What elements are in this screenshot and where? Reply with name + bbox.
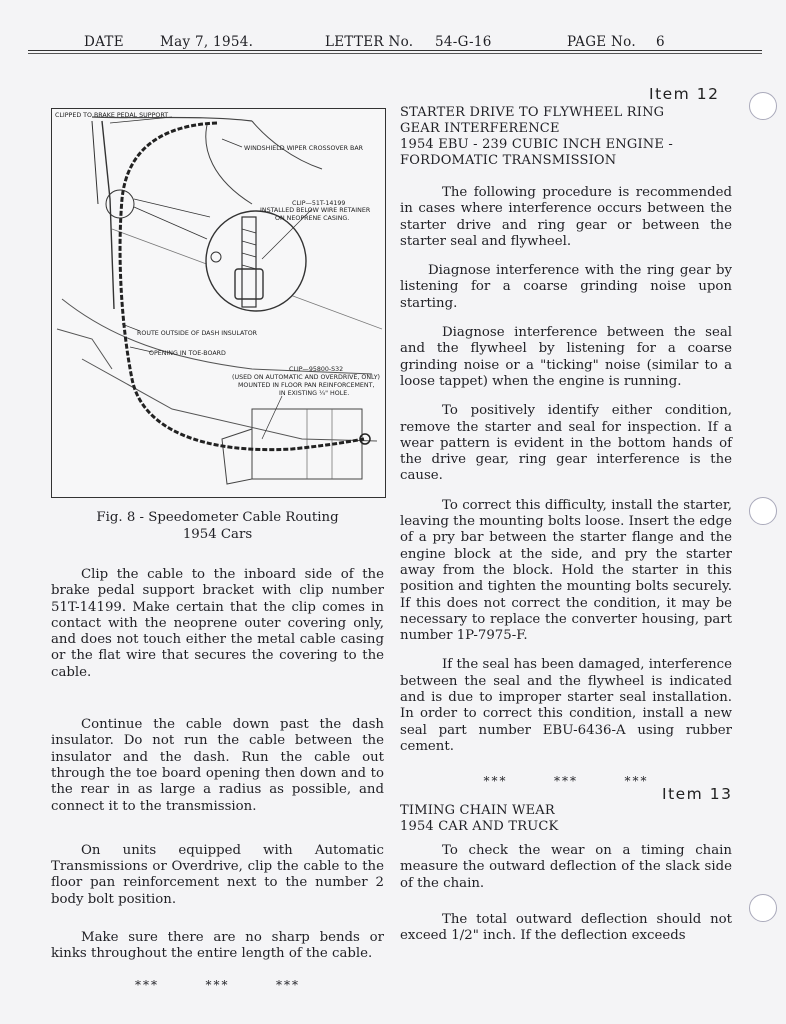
left-paragraph: On units equipped with Automatic Transmissions or Overdrive, clip the cable to the floor pan reinforcement next to the number 2 body bolt position. [51,842,384,907]
figure-caption-line2: 1954 Cars [182,526,253,542]
section-separator: *** *** *** [134,977,301,992]
page-label: PAGE No. [567,34,636,50]
page-value: 6 [656,34,665,50]
item-13-title-line: 1954 CAR AND TRUCK [400,819,559,834]
item-12-label: Item 12 [649,85,720,103]
left-paragraph: Continue the cable down past the dash insulator. Do not run the cable between the insulator and the dash. Run the cable out through the toe board opening then down and to the rear in as large a radius as possible, and connect it to the transmission. [51,717,384,814]
label-clip1-part: CLIP—51T-14199 [292,200,346,207]
page-header [28,30,762,54]
label-brake-support: CLIPPED TO BRAKE PEDAL SUPPORT [55,112,169,119]
letter-label: LETTER No. [325,34,414,50]
item-12-title-line: 1954 EBU - 239 CUBIC INCH ENGINE - [400,137,673,152]
label-clip2-line2: MOUNTED IN FLOOR PAN REINFORCEMENT, [238,382,375,389]
header-rule-double [28,53,762,54]
item-13-paragraph: The total outward deflection should not exceed 1/2" inch. If the deflection exceeds [400,911,732,944]
label-clip1-line1: INSTALLED BELOW WIRE RETAINER [260,207,371,214]
item-12-paragraph: The following procedure is recommended in cases where interference occurs between the starter drive and ring gear or between the starter seal and flywheel. [400,185,732,249]
figure-caption-line1: Fig. 8 - Speedometer Cable Routing [96,510,339,525]
item-12-title-line: FORDOMATIC TRANSMISSION [400,153,617,168]
right-column-item-12 [400,105,732,790]
left-column [51,510,384,993]
item-13-paragraph: To check the wear on a timing chain measure the outward deflection of the slack side of the chain. [400,843,732,891]
item-12-title-line: GEAR INTERFERENCE [400,121,560,136]
date-label: DATE [84,34,124,50]
letter-value: 54-G-16 [435,34,492,50]
label-clip1-line2: ON NEOPRENE CASING. [275,215,350,222]
punch-hole-middle [749,497,777,525]
section-separator: *** *** *** [483,774,649,789]
item-12-title [400,105,732,169]
cable-routing-diagram [52,109,385,497]
date-value: May 7, 1954. [160,34,254,50]
speedometer-cable-figure [51,108,386,498]
punch-hole-bottom [749,894,777,922]
item-13-title-line: TIMING CHAIN WEAR [400,803,555,818]
item-13-title [400,803,732,835]
right-column-item-13 [400,803,732,944]
item-12-title-line: STARTER DRIVE TO FLYWHEEL RING [400,105,665,120]
label-opening-toe: OPENING IN TOE-BOARD [149,350,226,357]
left-paragraph: Clip the cable to the inboard side of the brake pedal support bracket with clip number 51T-14199. Make certain that the clip comes in contact with the neoprene outer covering only, and does not touch either the metal cable casing or the flat wire that secures the covering to the cable. [51,567,384,680]
item-12-paragraph: Diagnose interference between the seal and the flywheel by listening for a coarse grinding noise or a "ticking" noise (similar to a loose tappet) when the engine is running. [400,325,732,389]
item-12-paragraph: If the seal has been damaged, interference between the seal and the flywheel is indicated and is due to improper starter seal installation. In order to correct this condition, install a new seal part number EBU-6436-A using rubber cement. [400,657,732,754]
item-12-paragraph: Diagnose interference with the ring gear by listening for a coarse grinding noise upon starting. [400,263,732,311]
left-paragraph: Make sure there are no sharp bends or kinks throughout the entire length of the cable. [51,930,384,962]
item-12-paragraph: To correct this difficulty, install the starter, leaving the mounting bolts loose. Insert the edge of a pry bar between the starter flange and the engine block at the side, and pry the starter away from the block. Hold the starter in this position and tighten the mounting bolts securely. If this does not correct the condition, it may be necessary to replace the converter housing, part number 1P-7975-F. [400,497,732,644]
punch-hole-top [749,92,777,120]
header-rule [28,50,762,51]
label-clip2-line3: IN EXISTING ¼" HOLE. [279,390,350,397]
item-13-label: Item 13 [662,785,733,803]
label-clip2-line1: (USED ON AUTOMATIC AND OVERDRIVE, ONLY) [232,374,381,381]
label-wiper-bar: WINDSHIELD WIPER CROSSOVER BAR [244,145,364,152]
label-route-outside: ROUTE OUTSIDE OF DASH INSULATOR [137,330,258,337]
item-12-paragraph: To positively identify either condition, remove the starter and seal for inspection. If a wear pattern is evident in the bottom hands of the drive gear, ring gear interference is the cause. [400,403,732,484]
label-clip2-part: CLIP—95800-S32 [289,366,344,373]
